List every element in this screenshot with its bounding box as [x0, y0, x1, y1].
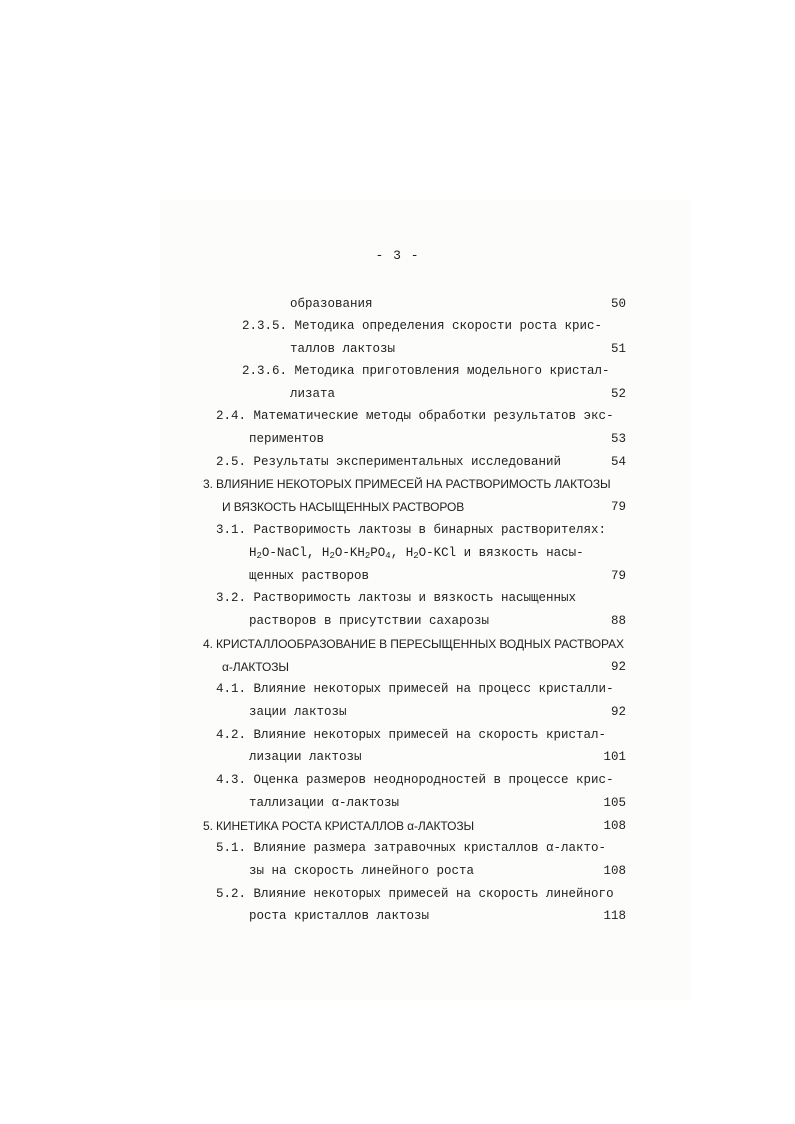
- toc-page-number: 92: [610, 660, 626, 674]
- toc-chapter-heading: α-ЛАКТОЗЫ: [222, 660, 289, 674]
- toc-page-number: 54: [610, 455, 626, 469]
- toc-entry-formulas: $H_2O$-NaCl, $H_2O-KH_2PO_4$, $H_2O$-KCl и вязкость насы-: [249, 546, 584, 561]
- toc-entry: 5.2. Влияние некоторых примесей на скорость линейного: [216, 887, 614, 901]
- toc-page-number: 101: [603, 750, 626, 764]
- toc-page-number: 79: [610, 500, 626, 514]
- toc-entry: образования: [290, 297, 373, 311]
- toc-page-number: 52: [610, 387, 626, 401]
- toc-entry: 5.1. Влияние размера затравочных кристаллов α-лакто-: [216, 841, 607, 855]
- toc-page-number: 88: [610, 614, 626, 628]
- toc-entry: 2.5. Результаты экспериментальных исследований: [216, 455, 562, 469]
- toc-page-number: 92: [610, 705, 626, 719]
- toc-page-number: 118: [603, 909, 626, 923]
- toc-entry: 2.3.5. Методика определения скорости роста крис-: [242, 319, 603, 333]
- toc-page-number: 105: [603, 796, 626, 810]
- toc-entry: щенных растворов: [249, 569, 370, 583]
- toc-entry: зации лактозы: [249, 705, 347, 719]
- toc-entry: зы на скорость линейного роста: [249, 864, 475, 878]
- toc-entry: 4.3. Оценка размеров неоднородностей в процессе крис-: [216, 773, 614, 787]
- toc-entry: 3.1. Растворимость лактозы в бинарных растворителях:: [216, 523, 607, 537]
- toc-entry: таллизации α-лактозы: [249, 796, 400, 810]
- toc-entry: роста кристаллов лактозы: [249, 909, 430, 923]
- toc-entry: периментов: [249, 432, 325, 446]
- toc-chapter-heading: 3. ВЛИЯНИЕ НЕКОТОРЫХ ПРИМЕСЕЙ НА РАСТВОРИМОСТЬ ЛАКТОЗЫ: [203, 477, 611, 491]
- toc-chapter-heading: 4. КРИСТАЛЛООБРАЗОВАНИЕ В ПЕРЕСЫЩЕННЫХ ВОДНЫХ РАСТВОРАХ: [203, 637, 624, 651]
- toc-entry: лизации лактозы: [249, 750, 362, 764]
- toc-entry: 2.3.6. Методика приготовления модельного кристал-: [242, 364, 610, 378]
- toc-page-number: 108: [603, 819, 626, 833]
- toc-page-number: 50: [610, 297, 626, 311]
- toc-entry: 4.1. Влияние некоторых примесей на процесс кристалли-: [216, 682, 614, 696]
- toc-chapter-heading: 5. КИНЕТИКА РОСТА КРИСТАЛЛОВ α-ЛАКТОЗЫ: [203, 819, 475, 833]
- toc-page-number: 108: [603, 864, 626, 878]
- toc-entry: 4.2. Влияние некоторых примесей на скорость кристал-: [216, 728, 607, 742]
- toc-page-number: 53: [610, 432, 626, 446]
- toc-entry: растворов в присутствии сахарозы: [249, 614, 490, 628]
- toc-page-number: 51: [610, 342, 626, 356]
- toc-entry: таллов лактозы: [290, 342, 396, 356]
- toc-chapter-heading: И ВЯЗКОСТЬ НАСЫЩЕННЫХ РАСТВОРОВ: [222, 500, 465, 514]
- page-number: - 3 -: [375, 248, 420, 263]
- toc-entry: 3.2. Растворимость лактозы и вязкость насыщенных: [216, 591, 577, 605]
- toc-entry: лизата: [290, 387, 336, 401]
- toc-page-number: 79: [610, 569, 626, 583]
- toc-entry: 2.4. Математические методы обработки результатов экс-: [216, 409, 614, 423]
